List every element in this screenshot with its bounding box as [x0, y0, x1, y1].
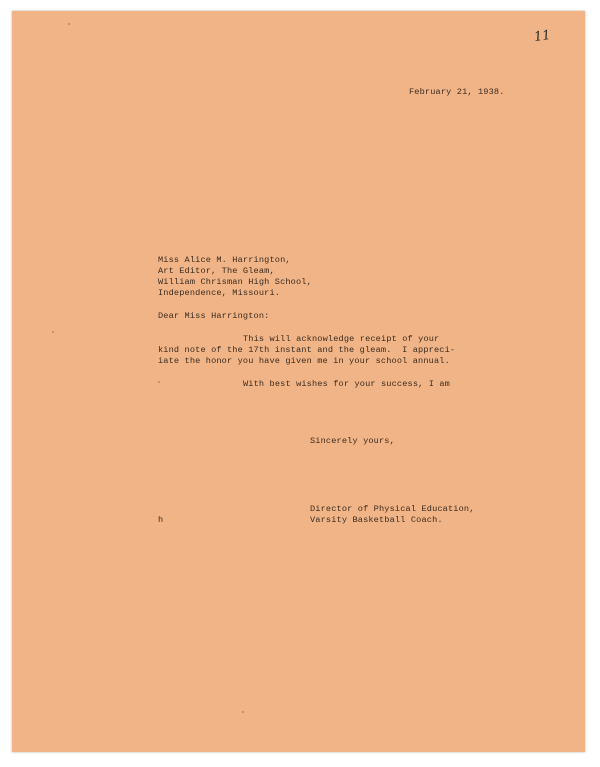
paper-speck	[158, 381, 160, 383]
letter-page	[12, 11, 585, 752]
paper-speck	[68, 23, 70, 25]
signature-line-2: Varsity Basketball Coach.	[310, 515, 443, 525]
recipient-line-3: William Chrisman High School,	[158, 277, 312, 287]
paper-speck	[242, 711, 244, 713]
page-number-mark: 11	[533, 27, 552, 46]
recipient-line-2: Art Editor, The Gleam,	[158, 266, 275, 276]
body-line-2: kind note of the 17th instant and the gleam. I appreci-	[158, 345, 456, 355]
signature-line-1: Director of Physical Education,	[310, 504, 475, 514]
closing: Sincerely yours,	[310, 436, 395, 446]
salutation: Dear Miss Harrington:	[158, 311, 270, 321]
recipient-line-1: Miss Alice M. Harrington,	[158, 255, 291, 265]
body-line-3: iate the honor you have given me in your school annual.	[158, 356, 450, 366]
paper-speck	[52, 331, 54, 333]
body-line-1: This will acknowledge receipt of your	[243, 334, 440, 344]
letter-date: February 21, 1938.	[409, 87, 505, 97]
body-line-4: With best wishes for your success, I am	[243, 379, 450, 389]
recipient-line-4: Independence, Missouri.	[158, 288, 281, 298]
reference-initial: h	[158, 515, 164, 525]
